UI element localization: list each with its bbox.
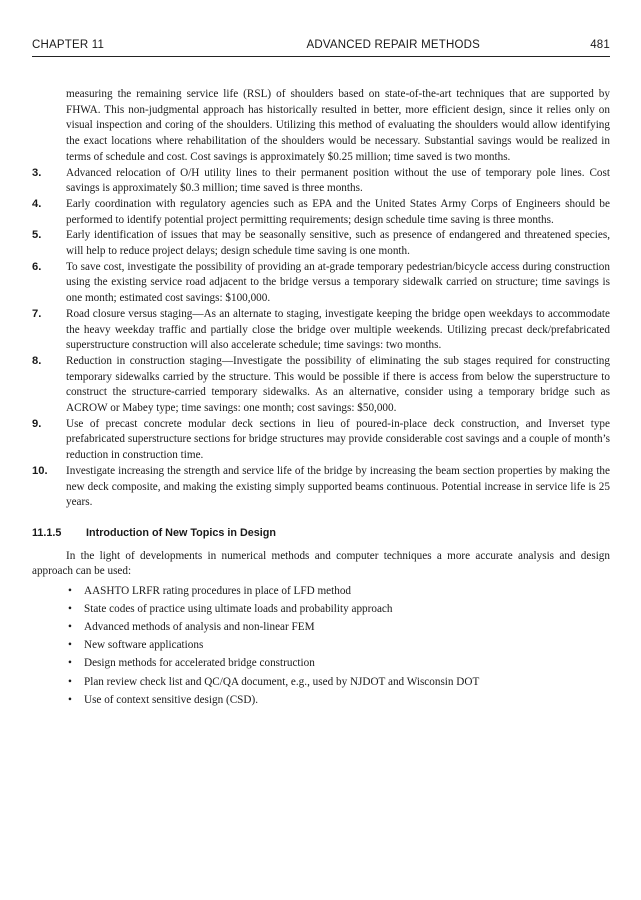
item-text: To save cost, investigate the possibility of providing an at-grade temporary pedestrian/bicycle access during construction using the existing service road adjacent to the bridge versus a temporary sidewalk carried on structure; time savings is one month; estimated cost savings: $100,000. bbox=[66, 260, 610, 305]
bullet-item bbox=[32, 656, 610, 672]
bullet-text: New software applications bbox=[84, 639, 204, 652]
bullet-icon: • bbox=[68, 621, 72, 634]
item-number: 4. bbox=[32, 197, 42, 210]
running-section-title: ADVANCED REPAIR METHODS bbox=[306, 39, 480, 51]
bullet-list bbox=[32, 584, 610, 708]
bullet-item bbox=[32, 584, 610, 600]
item-text: Investigate increasing the strength and service life of the bridge by increasing the beam section properties by making the new deck composite, and making the existing simply supported beams continuous. Potential increase in service life is 25 years. bbox=[66, 464, 610, 509]
bullet-text: Use of context sensitive design (CSD). bbox=[84, 693, 259, 706]
list-item bbox=[32, 417, 610, 464]
bullet-icon: • bbox=[68, 675, 72, 688]
list-item bbox=[32, 197, 610, 228]
item-text: Early coordination with regulatory agencies such as EPA and the United States Army Corps of Engineers should be performed to identify potential project permitting requirements; design schedule time saving is three months. bbox=[66, 197, 610, 226]
bullet-icon: • bbox=[68, 693, 72, 706]
bullet-icon: • bbox=[68, 639, 72, 652]
bullet-icon: • bbox=[68, 657, 72, 670]
chapter-label: CHAPTER 11 bbox=[32, 39, 105, 51]
list-item bbox=[32, 307, 610, 354]
bullet-item bbox=[32, 602, 610, 618]
bullet-text: Advanced methods of analysis and non-linear FEM bbox=[84, 621, 315, 634]
continuation-paragraph: measuring the remaining service life (RSL) of shoulders based on state-of-the-art techniques that are supported by FHWA. This non-judgmental approach has historically resulted in better, more efficient design, since it relies only on visual inspection and coring of the shoulders. Utilizing this method of evaluating the shoulders would allow identifying the exact locations where rehabilitation of the shoulders would be necessary. Substantial savings would be realized in terms of schedule and cost. Cost savings is approximately $0.25 million; time saved is two months. bbox=[66, 88, 610, 163]
bullet-text: Design methods for accelerated bridge construction bbox=[84, 657, 315, 670]
list-item bbox=[32, 260, 610, 307]
item-text: Early identification of issues that may be seasonally sensitive, such as presence of endangered and threatened species, will help to reduce project delays; design schedule time saving is one month. bbox=[66, 229, 610, 258]
bullet-item bbox=[32, 620, 610, 636]
list-item bbox=[32, 166, 610, 197]
bullet-text: Plan review check list and QC/QA document, e.g., used by NJDOT and Wisconsin DOT bbox=[84, 675, 480, 688]
list-item bbox=[32, 464, 610, 511]
bullet-item bbox=[32, 638, 610, 654]
item-number: 10. bbox=[32, 464, 48, 477]
page-body bbox=[32, 87, 610, 711]
page-number: 481 bbox=[590, 39, 610, 51]
numbered-list bbox=[32, 166, 610, 511]
bullet-text: State codes of practice using ultimate loads and probability approach bbox=[84, 603, 393, 616]
bullet-text: AASHTO LRFR rating procedures in place of LFD method bbox=[84, 585, 352, 598]
item-number: 3. bbox=[32, 166, 42, 179]
list-item bbox=[32, 228, 610, 259]
item-text: Use of precast concrete modular deck sections in lieu of poured-in-place deck construction, and Inverset type prefabricated superstructure sections for bridge structures may provide considerable cost savings and a couple of month’s reduction in construction time. bbox=[66, 417, 610, 462]
section-title: Introduction of New Topics in Design bbox=[86, 526, 276, 539]
bullet-item bbox=[32, 693, 610, 709]
bullet-icon: • bbox=[68, 603, 72, 616]
section-heading bbox=[32, 526, 610, 542]
running-header bbox=[32, 36, 610, 57]
list-item bbox=[32, 354, 610, 417]
item-number: 7. bbox=[32, 307, 42, 320]
item-text: Reduction in construction staging—Investigate the possibility of eliminating the sub stages required for constructing temporary sidewalks carried by the structure. This would be possible if there is access from below the superstructure to construct the structure-carried temporary sidewalks. As an alternative, consider using a temporary bridge such as ACROW or Mabey type; time savings: one month; cost savings: $50,000. bbox=[66, 354, 610, 415]
item-number: 9. bbox=[32, 417, 42, 430]
section-number: 11.1.5 bbox=[32, 526, 62, 539]
item-number: 8. bbox=[32, 354, 42, 367]
intro-paragraph: In the light of developments in numerical methods and computer techniques a more accurate analysis and design approach can be used: bbox=[32, 549, 610, 578]
bullet-item bbox=[32, 675, 610, 691]
item-text: Advanced relocation of O/H utility lines to their permanent position without the use of temporary pole lines. Cost savings is approximately $0.3 million; time saved is three months. bbox=[66, 166, 610, 195]
bullet-icon: • bbox=[68, 585, 72, 598]
item-number: 6. bbox=[32, 260, 42, 273]
item-text: Road closure versus staging—As an alternate to staging, investigate keeping the bridge open weekdays to accommodate the heavy weekday traffic and partially close the bridge over multiple weekends. Utilizing precast deck/prefabricated superstructure construction will also accelerate schedule; time savings: two months. bbox=[66, 307, 610, 352]
item-number: 5. bbox=[32, 229, 42, 242]
